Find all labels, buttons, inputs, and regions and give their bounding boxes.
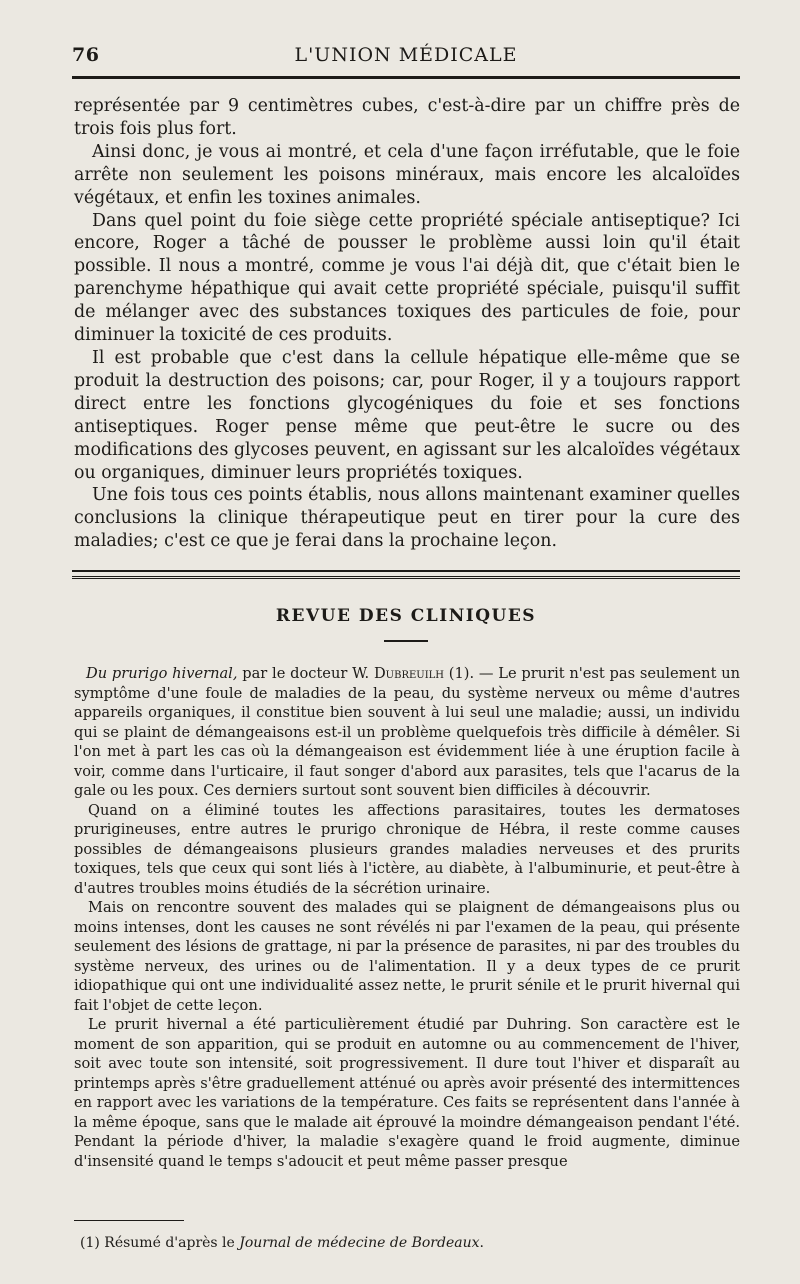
footnote-suffix: .	[479, 1235, 484, 1251]
footnote-rule	[74, 1220, 184, 1221]
paragraph: Dans quel point du foie siège cette propriété spéciale antiseptique? Ici encore, Roger a tâché de pousser le problème aussi loin qu'il était possible. Il nous a montré, comme je vous l'ai déjà dit, que c'était bien le parenchyme hépathique qui avait cette propriété spéciale, puisqu'il suffit de mélanger avec des substances toxiques des particules de foie, pour diminuer la toxicité de ces produits.	[74, 210, 740, 346]
header-rule	[72, 76, 740, 79]
footnote-journal: Journal de médecine de Bordeaux	[239, 1235, 480, 1251]
title-dash	[384, 640, 428, 642]
running-title: L'UNION MÉDICALE	[294, 44, 518, 66]
footnote-reference: (1). —	[444, 665, 499, 682]
paragraph: représentée par 9 centimètres cubes, c'est-à-dire par un chiffre près de trois fois plus fort.	[74, 96, 740, 139]
lecture-text	[74, 95, 740, 553]
author-prefix: par le docteur W.	[237, 665, 374, 682]
footnote-prefix: (1) Résumé d'après le	[80, 1235, 240, 1251]
article-first-paragraph	[74, 664, 740, 801]
article-text	[74, 664, 740, 1171]
paragraph: Une fois tous ces points établis, nous allons maintenant examiner quelles conclusions la clinique thérapeutique peut en tirer pour la cure des maladies; c'est ce que je ferai dans la prochaine leçon.	[74, 485, 740, 552]
article-paragraph: Quand on a éliminé toutes les affections parasitaires, toutes les dermatoses prurigineuses, entre autres le prurigo chronique de Hébra, il reste comme causes possibles de démangeaisons plusieurs grandes maladies nerveuses et des prurits toxiques, tels que ceux qui sont liés à l'ictère, au diabète, à l'albuminurie, et peut-être à d'autres troubles moins étudiés de la sécrétion urinaire.	[74, 801, 740, 897]
author-name: Dubreuilh	[373, 665, 445, 682]
section-divider-thin	[72, 578, 740, 579]
page-number: 76	[72, 44, 100, 66]
section-divider	[72, 570, 740, 577]
paragraph: Il est probable que c'est dans la cellule hépatique elle-même que se produit la destruction des poisons; car, pour Roger, il y a toujours rapport direct entre les fonctions glycogéniques du foie et ses fonctions antiseptiques. Roger pense même que peut-être le sucre ou des modifications des glycoses peuvent, en agissant sur les alcaloïdes végétaux ou organiques, diminuer leurs propriétés toxiques.	[74, 347, 740, 483]
article-title: Du prurigo hivernal,	[86, 665, 238, 682]
article-paragraph: Le prurit hivernal a été particulièrement étudié par Duhring. Son caractère est le moment de son apparition, qui se produit en automne ou au commencement de l'hiver, soit avec toute son intensité, soit progressivement. Il dure tout l'hiver et disparaît au printemps après s'être graduellement atténué ou après avoir présenté des intermittences en rapport avec les variations de la température. Ces faits se représentent dans l'année à la même époque, sans que le malade ait éprouvé la moindre démangeaison pendant l'été. Pendant la période d'hiver, la maladie s'exagère quand le froid augmente, diminue d'insensité quand le temps s'adoucit et peut même passer presque	[74, 1016, 740, 1170]
paragraph: Ainsi donc, je vous ai montré, et cela d'une façon irréfutable, que le foie arrête non seulement les poisons minéraux, mais encore les alcaloïdes végétaux, et enfin les toxines animales.	[74, 141, 740, 208]
footnote	[80, 1234, 720, 1252]
article-paragraph: Mais on rencontre souvent des malades qui se plaignent de démangeaisons plus ou moins intenses, dont les causes ne sont révélés ni par l'examen de la peau, qui présente seulement des lésions de grattage, ni par la présence de parasites, ni par des troubles du système nerveux, des urines ou de l'alimentation. Il y a deux types de ce prurit idiopathique qui ont une individualité assez nette, le prurit sénile et le prurit hivernal qui fait l'objet de cette leçon.	[74, 899, 740, 1014]
first-paragraph-text: Le prurit n'est pas seulement un symptôme d'une foule de maladies de la peau, du système nerveux ou même d'autres appareils organiques, il constitue bien souvent à lui seul une maladie; aussi, un individu qui se plaint de démangeaisons est-il un problème quelquefois très difficile à démêler. Si l'on met à part les cas où la démangeaison est évidemment liée à une éruption facile à voir, comme dans l'urticaire, il faut songer d'abord aux parasites, tels que l'acarus de la gale ou les poux. Ces derniers surtout sont souvent bien difficiles à découvrir.	[74, 665, 741, 799]
page-header	[72, 44, 740, 72]
section-title: REVUE DES CLINIQUES	[275, 606, 537, 626]
